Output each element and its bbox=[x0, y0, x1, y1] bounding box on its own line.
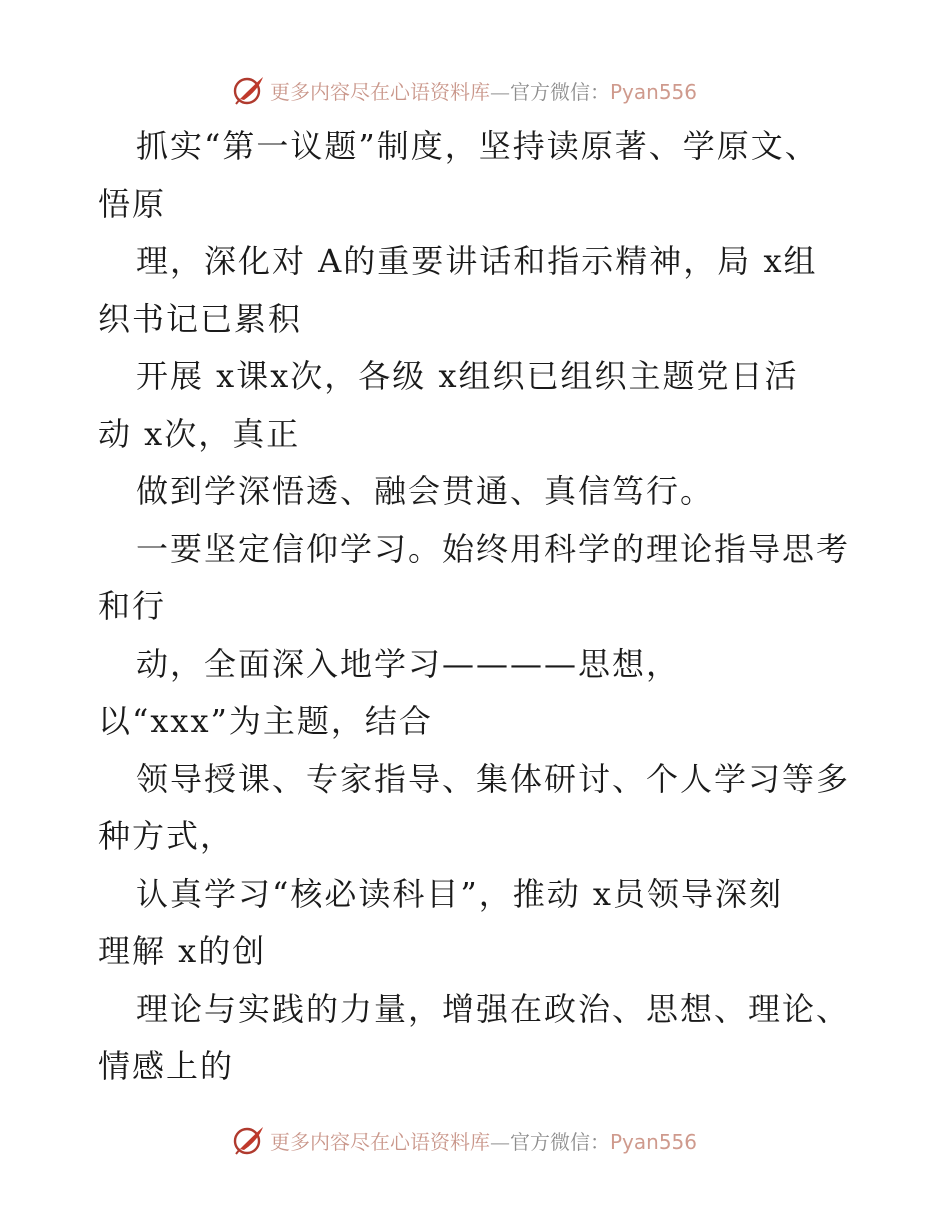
footer-watermark bbox=[232, 1122, 697, 1158]
text-line: 开展 x课x次，各级 x组织已组织主题党日活 bbox=[136, 357, 799, 395]
quill-logo-icon bbox=[232, 1123, 266, 1157]
text-line: 和行 bbox=[98, 587, 167, 625]
text-line: 情感上的 bbox=[98, 1047, 235, 1085]
text-line: 理论与实践的力量，增强在政治、思想、理论、 bbox=[136, 989, 851, 1028]
watermark-dash: — bbox=[490, 79, 510, 104]
text-line: 理解 x的创 bbox=[98, 932, 267, 970]
quill-logo-icon bbox=[232, 73, 266, 107]
text-line: 动 x次，真正 bbox=[98, 414, 301, 453]
text-line: 动，全面深入地学习————思想， bbox=[136, 644, 681, 683]
watermark-wechat-id: Pyan556 bbox=[610, 79, 698, 104]
text-line: 种方式， bbox=[98, 817, 235, 855]
watermark-official-label: 官方微信： bbox=[510, 79, 610, 104]
text-line: 织书记已累积 bbox=[98, 299, 303, 338]
text-line: 认真学习“核必读科目”，推动 x员领导深刻 bbox=[136, 874, 783, 913]
text-line: 以“xxx”为主题，结合 bbox=[98, 702, 433, 740]
watermark-official-label: 官方微信： bbox=[510, 1129, 610, 1154]
text-line: 一要坚定信仰学习。始终用科学的理论指导思考 bbox=[136, 529, 851, 568]
watermark-wechat-id: Pyan556 bbox=[610, 1129, 698, 1154]
text-line: 抓实“第一议题”制度，坚持读原著、学原文、 bbox=[136, 127, 819, 165]
text-line: 做到学深悟透、融会贯通、真信笃行。 bbox=[136, 472, 715, 510]
text-line: 理，深化对 A的重要讲话和指示精神，局 x组 bbox=[136, 242, 818, 280]
text-line: 悟原 bbox=[98, 184, 167, 223]
text-line: 领导授课、专家指导、集体研讨、个人学习等多 bbox=[136, 759, 851, 798]
watermark-brand: 更多内容尽在心语资料库 bbox=[270, 1129, 490, 1154]
watermark-dash: — bbox=[490, 1129, 510, 1154]
watermark-brand: 更多内容尽在心语资料库 bbox=[270, 79, 490, 104]
header-watermark bbox=[232, 72, 697, 108]
document-body bbox=[98, 118, 868, 1096]
